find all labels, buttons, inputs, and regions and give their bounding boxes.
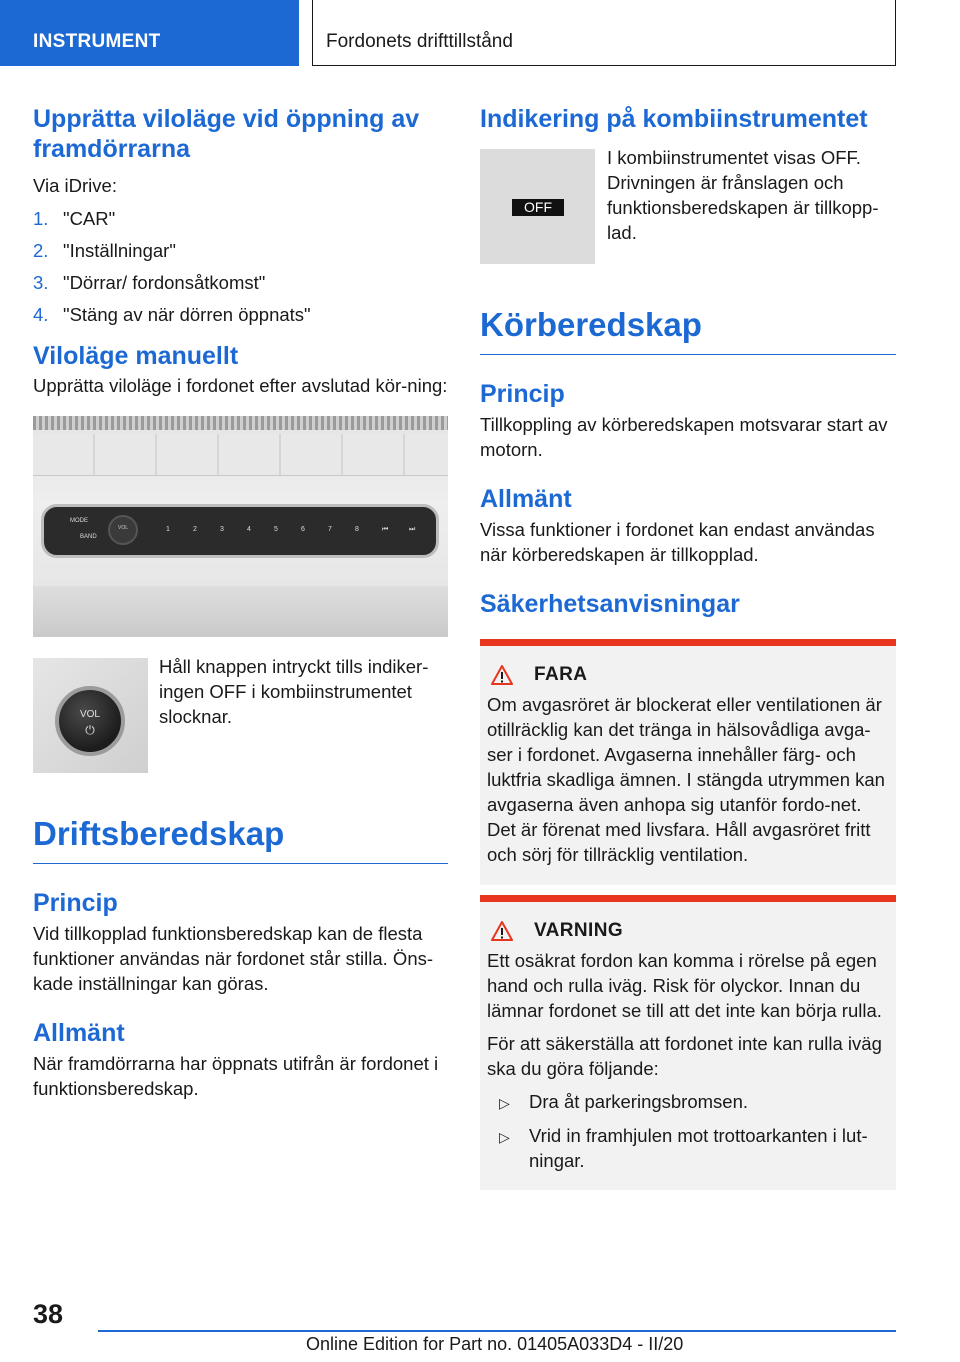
step-text: "Stäng av när dörren öppnats" — [63, 304, 311, 325]
danger-text: Om avgasröret är blockerat eller ventilationen är otillräcklig kan det tränga in hälsovådliga avga-ser i fordonet. Avgaserna innehåller färg- och luktfria skadliga ämnen. I stängda utrymmen kan avgaserna även anhopa sig utanför fordo-net. Det är förenat med livsfara. Håll avgasröret fritt och sörj för tillräcklig ventilation. — [487, 694, 885, 865]
danger-header — [480, 646, 896, 686]
list-item — [499, 1123, 890, 1173]
footer-divider — [98, 1330, 896, 1332]
panel-key-3: 3 — [220, 526, 224, 533]
danger-title: FARA — [534, 664, 588, 685]
step-number: 2. — [33, 240, 49, 261]
list-item — [499, 1089, 890, 1116]
idrive-steps — [33, 206, 448, 327]
power-icon: ⏻ — [85, 723, 95, 737]
panel-key-mode: MODE — [70, 518, 88, 524]
panel-key-vol: VOL — [117, 525, 128, 531]
heading-princip-left: Princip — [33, 889, 118, 917]
list-item — [33, 270, 448, 295]
heading-sleep-doors: Upprätta viloläge vid öppning av framdörrarna — [33, 105, 420, 163]
panel-key-5: 5 — [274, 526, 278, 533]
step-text: "Dörrar/ fordonsåtkomst" — [63, 272, 266, 293]
panel-key-2: 2 — [193, 526, 197, 533]
allmant-left-text: När framdörrarna har öppnats utifrån är fordonet i funktionsberedskap. — [33, 1053, 439, 1099]
bullet-text: Dra åt parkeringsbromsen. — [529, 1091, 749, 1112]
panel-key-6: 6 — [301, 526, 305, 533]
warning-header — [480, 902, 896, 942]
warning-body — [480, 942, 896, 1190]
section-tab: INSTRUMENT — [0, 0, 299, 66]
allmant-right-text: Vissa funktioner i fordonet kan endast användas när körberedskapen är tillkopplad. — [480, 519, 875, 565]
knob-row — [33, 658, 448, 773]
panel-key-8: 8 — [355, 526, 359, 533]
step-number: 3. — [33, 272, 49, 293]
left-column — [33, 104, 448, 1101]
hold-text: Håll knappen intryckt tills indiker-ingen OFF i kombiinstrumentet slocknar. — [159, 656, 429, 727]
danger-bar — [480, 639, 896, 646]
lower-trim — [33, 586, 448, 637]
vol-label: VOL — [79, 709, 100, 720]
triangle-bullet-icon: ▷ — [499, 1129, 510, 1145]
indik-row — [480, 149, 896, 264]
warning-triangle-icon — [490, 664, 514, 686]
vol-knob — [55, 686, 125, 756]
panel-key-next: ⏭ — [409, 526, 416, 533]
step-text: "Inställningar" — [63, 240, 176, 261]
panel-key-band: BAND — [80, 534, 97, 540]
air-vent — [33, 416, 448, 430]
via-idrive-text: Via iDrive: — [33, 175, 117, 196]
warning-bar — [480, 895, 896, 902]
warning-triangle-icon — [490, 920, 514, 942]
preset-keys — [166, 526, 436, 534]
heading-sleep-manual: Viloläge manuellt — [33, 342, 239, 370]
chapter-title: Fordonets drifttillstånd — [312, 0, 896, 66]
vol-knob-small — [108, 515, 138, 545]
warning-text-1: Ett osäkrat fordon kan komma i rörelse på egen hand och rulla iväg. Risk för olyckor. Innan du lämnar fordonet se till att det inte kan börja rulla. — [487, 950, 882, 1021]
panel-key-prev: ⏮ — [382, 526, 389, 533]
heading-allmant-right: Allmänt — [480, 485, 572, 513]
princip-left-text: Vid tillkopplad funktionsberedskap kan de flesta funktioner användas när fordonet står stilla. Öns-kade inställningar kan göras. — [33, 923, 434, 994]
radio-panel — [41, 504, 439, 558]
list-item — [33, 206, 448, 231]
warning-title: VARNING — [534, 920, 624, 941]
heading-allmant-left: Allmänt — [33, 1019, 125, 1047]
heading-indikering: Indikering på kombiinstrumentet — [480, 105, 868, 133]
indikering-text: I kombiinstrumentet visas OFF. Drivningen är frånslagen och funktionsberedskapen är tillkopp-lad. — [607, 147, 879, 243]
edition-footer: Online Edition for Part no. 01405A033D4 - II/20 — [306, 1334, 684, 1354]
warning-box — [480, 895, 896, 1190]
vol-knob-photo — [33, 658, 148, 773]
heading-princip-right: Princip — [480, 380, 565, 408]
page-number: 38 — [33, 1299, 64, 1329]
heading-sakerhet: Säkerhetsanvisningar — [480, 590, 740, 618]
console-photo — [33, 416, 448, 637]
warning-text-2: För att säkerställa att fordonet inte kan rulla iväg ska du göra följande: — [487, 1033, 882, 1079]
danger-body — [480, 686, 896, 885]
step-number: 4. — [33, 304, 49, 325]
step-number: 1. — [33, 208, 49, 229]
dash-trim — [33, 434, 448, 476]
heading-driftsberedskap: Driftsberedskap — [33, 813, 448, 864]
warning-bullets — [487, 1089, 890, 1173]
off-display-photo — [480, 149, 595, 264]
step-text: "CAR" — [63, 208, 116, 229]
sleep-manual-text: Upprätta viloläge i fordonet efter avslutad kör-ning: — [33, 375, 448, 396]
bullet-text: Vrid in framhjulen mot trottoarkanten i lut-ningar. — [529, 1125, 868, 1171]
triangle-bullet-icon: ▷ — [499, 1095, 510, 1111]
list-item — [33, 302, 448, 327]
off-indicator: OFF — [512, 199, 564, 216]
panel-key-1: 1 — [166, 526, 170, 533]
panel-key-4: 4 — [247, 526, 251, 533]
heading-korberedskap: Körberedskap — [480, 304, 896, 355]
panel-key-7: 7 — [328, 526, 332, 533]
princip-right-text: Tillkoppling av körberedskapen motsvarar start av motorn. — [480, 414, 888, 460]
right-column — [480, 104, 896, 1190]
list-item — [33, 238, 448, 263]
danger-box — [480, 639, 896, 885]
